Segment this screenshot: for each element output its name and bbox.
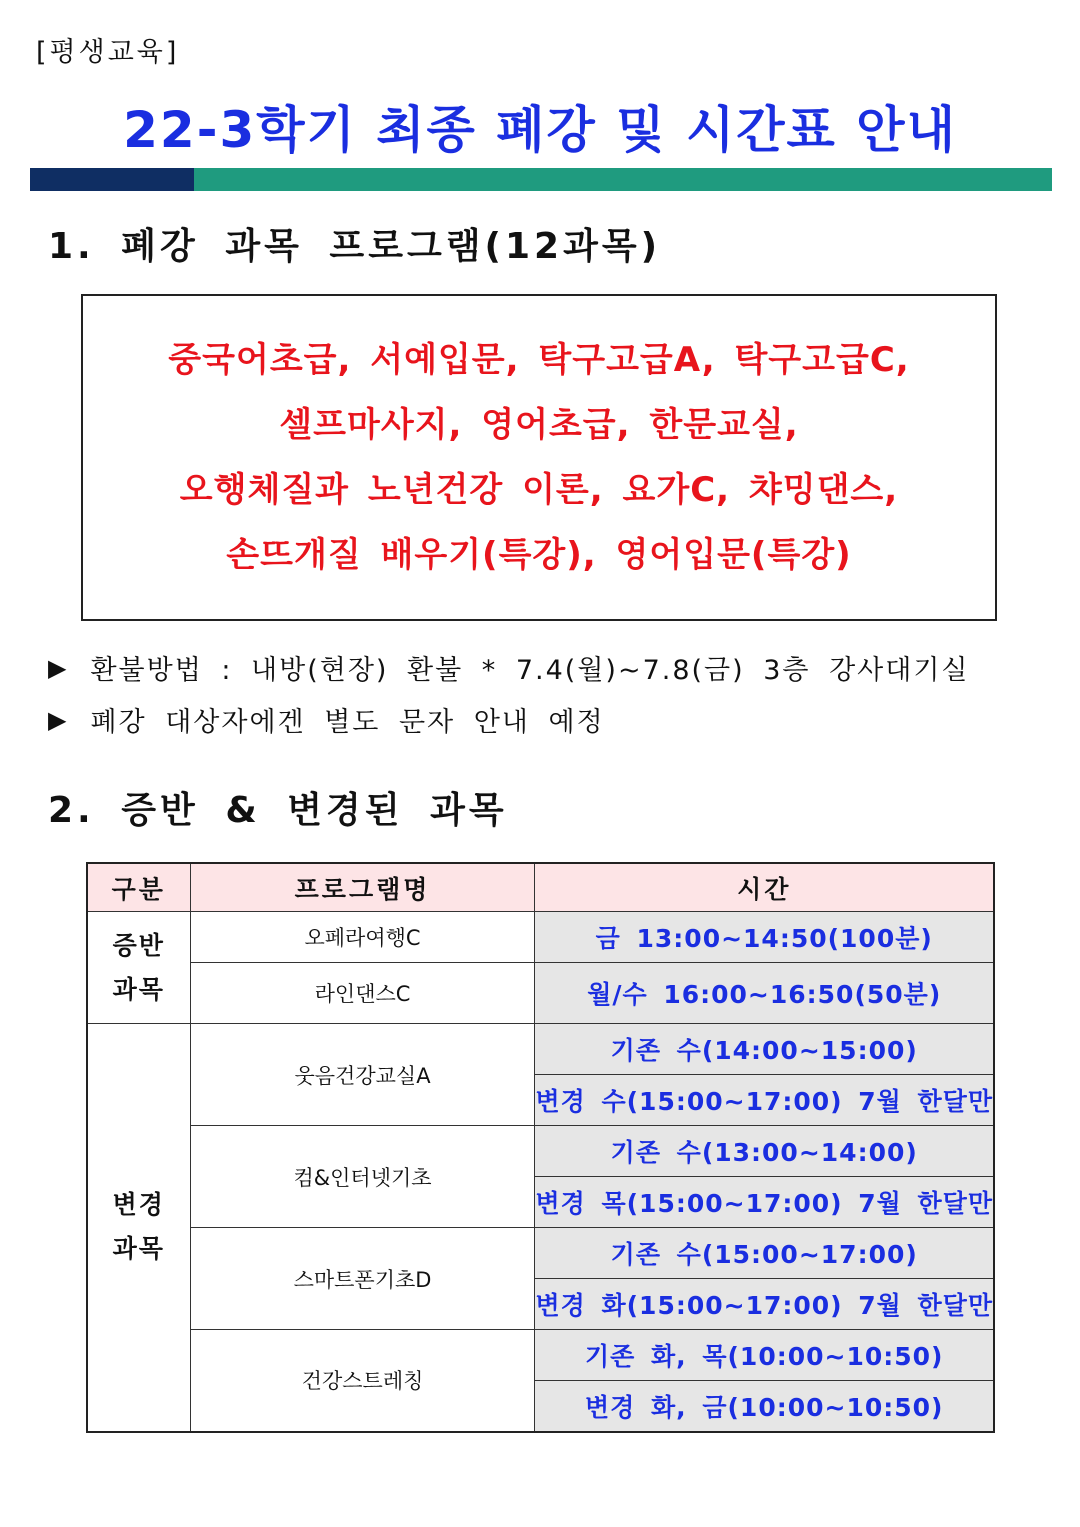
time-after: 변경 화(15:00~17:00) 7월 한달만	[535, 1279, 994, 1330]
title-bar-dark-segment	[30, 168, 194, 191]
program-name: 오페라여행C	[190, 912, 535, 963]
program-name: 웃음건강교실A	[190, 1024, 535, 1126]
category-tag: [평생교육]	[36, 37, 180, 68]
time-slot: 금 13:00~14:50(100분)	[535, 912, 994, 963]
table-header-row	[87, 863, 994, 912]
closed-courses-line: 셀프마사지, 영어초급, 한문교실,	[279, 404, 799, 445]
sms-note	[48, 700, 605, 739]
time-slot: 월/수 16:00~16:50(50분)	[535, 963, 994, 1024]
title-underline-bar	[30, 168, 1052, 191]
program-name: 스마트폰기초D	[190, 1228, 535, 1330]
section-heading-closed-courses: 1. 폐강 과목 프로그램(12과목)	[48, 226, 662, 267]
closed-courses-line: 오행체질과 노년건강 이론, 요가C, 챠밍댄스,	[179, 469, 899, 510]
triangle-right-icon: ▶	[48, 705, 69, 734]
refund-note	[48, 648, 970, 687]
time-after: 변경 목(15:00~17:00) 7월 한달만	[535, 1177, 994, 1228]
time-after: 변경 수(15:00~17:00) 7월 한달만	[535, 1075, 994, 1126]
schedule-table	[86, 862, 995, 1433]
title-bar-teal-segment	[194, 168, 1052, 191]
header-time: 시간	[535, 863, 994, 912]
table-row	[87, 963, 994, 1024]
triangle-right-icon: ▶	[48, 653, 69, 682]
header-category: 구분	[87, 863, 190, 912]
time-before: 기존 수(14:00~15:00)	[535, 1024, 994, 1075]
time-after: 변경 화, 금(10:00~10:50)	[535, 1381, 994, 1432]
refund-note-text: 환불방법 : 내방(현장) 환불 * 7.4(월)~7.8(금) 3층 강사대기실	[90, 655, 970, 686]
page-title: 22-3학기 최종 폐강 및 시간표 안내	[123, 101, 957, 159]
category-change: 변경 과목	[87, 1024, 190, 1432]
closed-courses-line: 중국어초급, 서예입문, 탁구고급A, 탁구고급C,	[168, 339, 910, 380]
table-row	[87, 912, 994, 963]
table-row	[87, 1228, 994, 1279]
closed-courses-box	[81, 294, 997, 621]
section-heading-changed-courses: 2. 증반 & 변경된 과목	[48, 790, 508, 831]
time-before: 기존 화, 목(10:00~10:50)	[535, 1330, 994, 1381]
table-row	[87, 1330, 994, 1381]
table-row	[87, 1126, 994, 1177]
table-row	[87, 1024, 994, 1075]
closed-courses-line: 손뜨개질 배우기(특강), 영어입문(특강)	[226, 534, 852, 575]
time-before: 기존 수(13:00~14:00)	[535, 1126, 994, 1177]
sms-note-text: 폐강 대상자에겐 별도 문자 안내 예정	[90, 707, 605, 738]
time-before: 기존 수(15:00~17:00)	[535, 1228, 994, 1279]
header-program: 프로그램명	[190, 863, 535, 912]
category-increase: 증반 과목	[87, 912, 190, 1024]
program-name: 건강스트레칭	[190, 1330, 535, 1432]
program-name: 컴&인터넷기초	[190, 1126, 535, 1228]
program-name: 라인댄스C	[190, 963, 535, 1024]
